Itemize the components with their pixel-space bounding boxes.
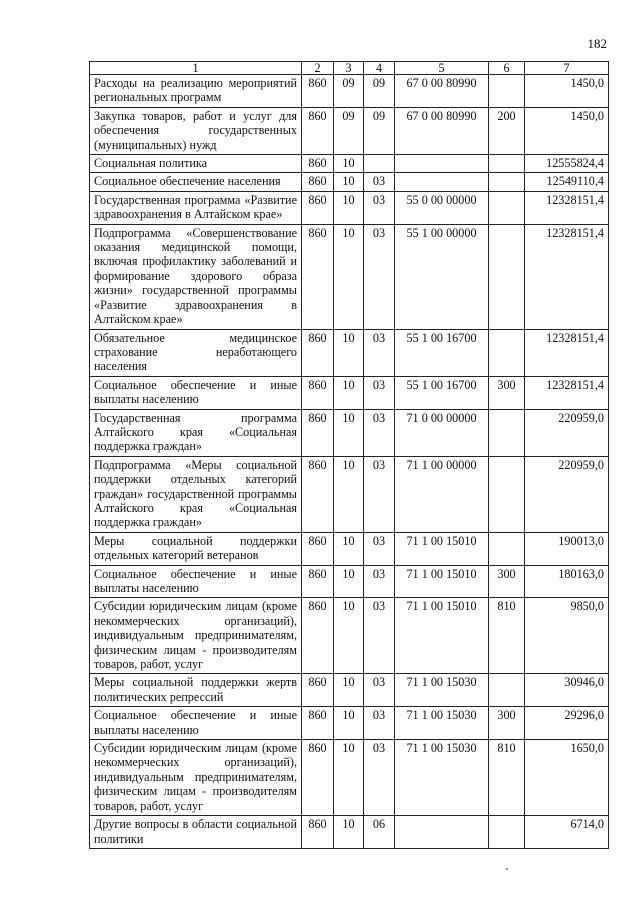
subsection-cell: 03 bbox=[364, 674, 395, 707]
row-name-cell: Подпрограмма «Совершенствование оказания медицинской помощи, включая профилактику заболеваний и формирование здорового образа жизни» государственной программы «Развитие здравоохранения в Алтайском крае» bbox=[90, 224, 302, 329]
table-row bbox=[90, 598, 609, 674]
row-name-cell: Меры социальной поддержки отдельных категорий ветеранов bbox=[90, 532, 302, 565]
admin-code-cell: 860 bbox=[302, 75, 334, 108]
admin-code-cell: 860 bbox=[302, 816, 334, 849]
target-article-cell: 67 0 00 80990 bbox=[395, 75, 489, 108]
subsection-cell: 03 bbox=[364, 598, 395, 674]
admin-code-cell: 860 bbox=[302, 376, 334, 409]
amount-cell: 1650,0 bbox=[525, 740, 609, 816]
expense-type-cell: 810 bbox=[489, 598, 525, 674]
section-cell: 10 bbox=[334, 565, 364, 598]
section-cell: 10 bbox=[334, 224, 364, 329]
target-article-cell: 71 1 00 00000 bbox=[395, 456, 489, 532]
amount-cell: 12328151,4 bbox=[525, 376, 609, 409]
amount-cell: 9850,0 bbox=[525, 598, 609, 674]
amount-cell: 1450,0 bbox=[525, 75, 609, 108]
target-article-cell: 67 0 00 80990 bbox=[395, 107, 489, 154]
amount-cell: 220959,0 bbox=[525, 409, 609, 456]
budget-table bbox=[89, 61, 609, 849]
amount-cell: 12328151,4 bbox=[525, 191, 609, 224]
row-name-cell: Государственная программа «Развитие здравоохранения в Алтайском крае» bbox=[90, 191, 302, 224]
amount-cell: 12549110,4 bbox=[525, 173, 609, 191]
scan-speck bbox=[506, 868, 508, 870]
expense-type-cell: 810 bbox=[489, 740, 525, 816]
amount-cell: 30946,0 bbox=[525, 674, 609, 707]
table-row bbox=[90, 565, 609, 598]
section-cell: 10 bbox=[334, 532, 364, 565]
admin-code-cell: 860 bbox=[302, 155, 334, 173]
section-cell: 10 bbox=[334, 707, 364, 740]
table-row bbox=[90, 75, 609, 108]
expense-type-cell bbox=[489, 224, 525, 329]
section-cell: 10 bbox=[334, 191, 364, 224]
table-row bbox=[90, 155, 609, 173]
column-header: 4 bbox=[364, 62, 395, 75]
table-row bbox=[90, 376, 609, 409]
section-cell: 10 bbox=[334, 674, 364, 707]
admin-code-cell: 860 bbox=[302, 598, 334, 674]
expense-type-cell: 200 bbox=[489, 107, 525, 154]
admin-code-cell: 860 bbox=[302, 409, 334, 456]
row-name-cell: Социальное обеспечение населения bbox=[90, 173, 302, 191]
target-article-cell: 71 1 00 15010 bbox=[395, 532, 489, 565]
amount-cell: 12328151,4 bbox=[525, 329, 609, 376]
column-header: 3 bbox=[334, 62, 364, 75]
column-header: 7 bbox=[525, 62, 609, 75]
section-cell: 10 bbox=[334, 816, 364, 849]
amount-cell: 1450,0 bbox=[525, 107, 609, 154]
admin-code-cell: 860 bbox=[302, 107, 334, 154]
expense-type-cell bbox=[489, 155, 525, 173]
subsection-cell: 03 bbox=[364, 565, 395, 598]
table-row bbox=[90, 329, 609, 376]
row-name-cell: Социальное обеспечение и иные выплаты населению bbox=[90, 707, 302, 740]
amount-cell: 29296,0 bbox=[525, 707, 609, 740]
target-article-cell: 55 1 00 16700 bbox=[395, 376, 489, 409]
table-row bbox=[90, 409, 609, 456]
row-name-cell: Закупка товаров, работ и услуг для обеспечения государственных (муниципальных) нужд bbox=[90, 107, 302, 154]
target-article-cell: 71 1 00 15010 bbox=[395, 565, 489, 598]
expense-type-cell bbox=[489, 674, 525, 707]
subsection-cell bbox=[364, 155, 395, 173]
amount-cell: 6714,0 bbox=[525, 816, 609, 849]
amount-cell: 220959,0 bbox=[525, 456, 609, 532]
admin-code-cell: 860 bbox=[302, 191, 334, 224]
admin-code-cell: 860 bbox=[302, 173, 334, 191]
table-header-row bbox=[90, 62, 609, 75]
amount-cell: 190013,0 bbox=[525, 532, 609, 565]
section-cell: 09 bbox=[334, 75, 364, 108]
subsection-cell: 03 bbox=[364, 224, 395, 329]
admin-code-cell: 860 bbox=[302, 740, 334, 816]
subsection-cell: 03 bbox=[364, 173, 395, 191]
column-header: 5 bbox=[395, 62, 489, 75]
row-name-cell: Расходы на реализацию мероприятий региональных программ bbox=[90, 75, 302, 108]
section-cell: 10 bbox=[334, 155, 364, 173]
table-row bbox=[90, 191, 609, 224]
admin-code-cell: 860 bbox=[302, 224, 334, 329]
section-cell: 10 bbox=[334, 376, 364, 409]
table-row bbox=[90, 707, 609, 740]
expense-type-cell bbox=[489, 173, 525, 191]
row-name-cell: Меры социальной поддержки жертв политических репрессий bbox=[90, 674, 302, 707]
target-article-cell bbox=[395, 155, 489, 173]
subsection-cell: 03 bbox=[364, 329, 395, 376]
expense-type-cell bbox=[489, 409, 525, 456]
table-row bbox=[90, 173, 609, 191]
section-cell: 10 bbox=[334, 409, 364, 456]
page-number: 182 bbox=[587, 36, 607, 51]
expense-type-cell bbox=[489, 329, 525, 376]
row-name-cell: Другие вопросы в области социальной политики bbox=[90, 816, 302, 849]
row-name-cell: Социальное обеспечение и иные выплаты населению bbox=[90, 376, 302, 409]
target-article-cell: 55 0 00 00000 bbox=[395, 191, 489, 224]
subsection-cell: 03 bbox=[364, 532, 395, 565]
subsection-cell: 09 bbox=[364, 107, 395, 154]
target-article-cell: 71 1 00 15030 bbox=[395, 740, 489, 816]
expense-type-cell bbox=[489, 532, 525, 565]
table-row bbox=[90, 674, 609, 707]
table-row bbox=[90, 740, 609, 816]
expense-type-cell bbox=[489, 816, 525, 849]
row-name-cell: Обязательное медицинское страхование неработающего населения bbox=[90, 329, 302, 376]
expense-type-cell: 300 bbox=[489, 565, 525, 598]
admin-code-cell: 860 bbox=[302, 329, 334, 376]
row-name-cell: Субсидии юридическим лицам (кроме некоммерческих организаций), индивидуальным предпринимателям, физическим лицам - производителям товаров, работ, услуг bbox=[90, 740, 302, 816]
row-name-cell: Подпрограмма «Меры социальной поддержки отдельных категорий граждан» государственной программы Алтайского края «Социальная поддержка граждан» bbox=[90, 456, 302, 532]
subsection-cell: 09 bbox=[364, 75, 395, 108]
subsection-cell: 03 bbox=[364, 191, 395, 224]
amount-cell: 180163,0 bbox=[525, 565, 609, 598]
target-article-cell: 71 0 00 00000 bbox=[395, 409, 489, 456]
expense-type-cell bbox=[489, 456, 525, 532]
subsection-cell: 03 bbox=[364, 456, 395, 532]
table-row bbox=[90, 816, 609, 849]
table-body bbox=[90, 75, 609, 849]
row-name-cell: Государственная программа Алтайского края «Социальная поддержка граждан» bbox=[90, 409, 302, 456]
section-cell: 10 bbox=[334, 173, 364, 191]
admin-code-cell: 860 bbox=[302, 456, 334, 532]
section-cell: 10 bbox=[334, 456, 364, 532]
target-article-cell bbox=[395, 173, 489, 191]
expense-type-cell bbox=[489, 191, 525, 224]
table-row bbox=[90, 456, 609, 532]
expense-type-cell: 300 bbox=[489, 707, 525, 740]
section-cell: 10 bbox=[334, 598, 364, 674]
target-article-cell: 55 1 00 16700 bbox=[395, 329, 489, 376]
target-article-cell: 55 1 00 00000 bbox=[395, 224, 489, 329]
column-header: 2 bbox=[302, 62, 334, 75]
table-row bbox=[90, 107, 609, 154]
subsection-cell: 03 bbox=[364, 409, 395, 456]
admin-code-cell: 860 bbox=[302, 674, 334, 707]
target-article-cell: 71 1 00 15030 bbox=[395, 707, 489, 740]
row-name-cell: Социальное обеспечение и иные выплаты населению bbox=[90, 565, 302, 598]
target-article-cell: 71 1 00 15010 bbox=[395, 598, 489, 674]
column-header: 6 bbox=[489, 62, 525, 75]
subsection-cell: 03 bbox=[364, 740, 395, 816]
admin-code-cell: 860 bbox=[302, 532, 334, 565]
section-cell: 10 bbox=[334, 740, 364, 816]
expense-type-cell bbox=[489, 75, 525, 108]
section-cell: 09 bbox=[334, 107, 364, 154]
target-article-cell bbox=[395, 816, 489, 849]
amount-cell: 12555824,4 bbox=[525, 155, 609, 173]
target-article-cell: 71 1 00 15030 bbox=[395, 674, 489, 707]
row-name-cell: Социальная политика bbox=[90, 155, 302, 173]
section-cell: 10 bbox=[334, 329, 364, 376]
subsection-cell: 03 bbox=[364, 376, 395, 409]
table-row bbox=[90, 532, 609, 565]
admin-code-cell: 860 bbox=[302, 707, 334, 740]
amount-cell: 12328151,4 bbox=[525, 224, 609, 329]
column-header: 1 bbox=[90, 62, 302, 75]
row-name-cell: Субсидии юридическим лицам (кроме некоммерческих организаций), индивидуальным предпринимателям, физическим лицам - производителям товаров, работ, услуг bbox=[90, 598, 302, 674]
admin-code-cell: 860 bbox=[302, 565, 334, 598]
expense-type-cell: 300 bbox=[489, 376, 525, 409]
subsection-cell: 03 bbox=[364, 707, 395, 740]
subsection-cell: 06 bbox=[364, 816, 395, 849]
table-row bbox=[90, 224, 609, 329]
